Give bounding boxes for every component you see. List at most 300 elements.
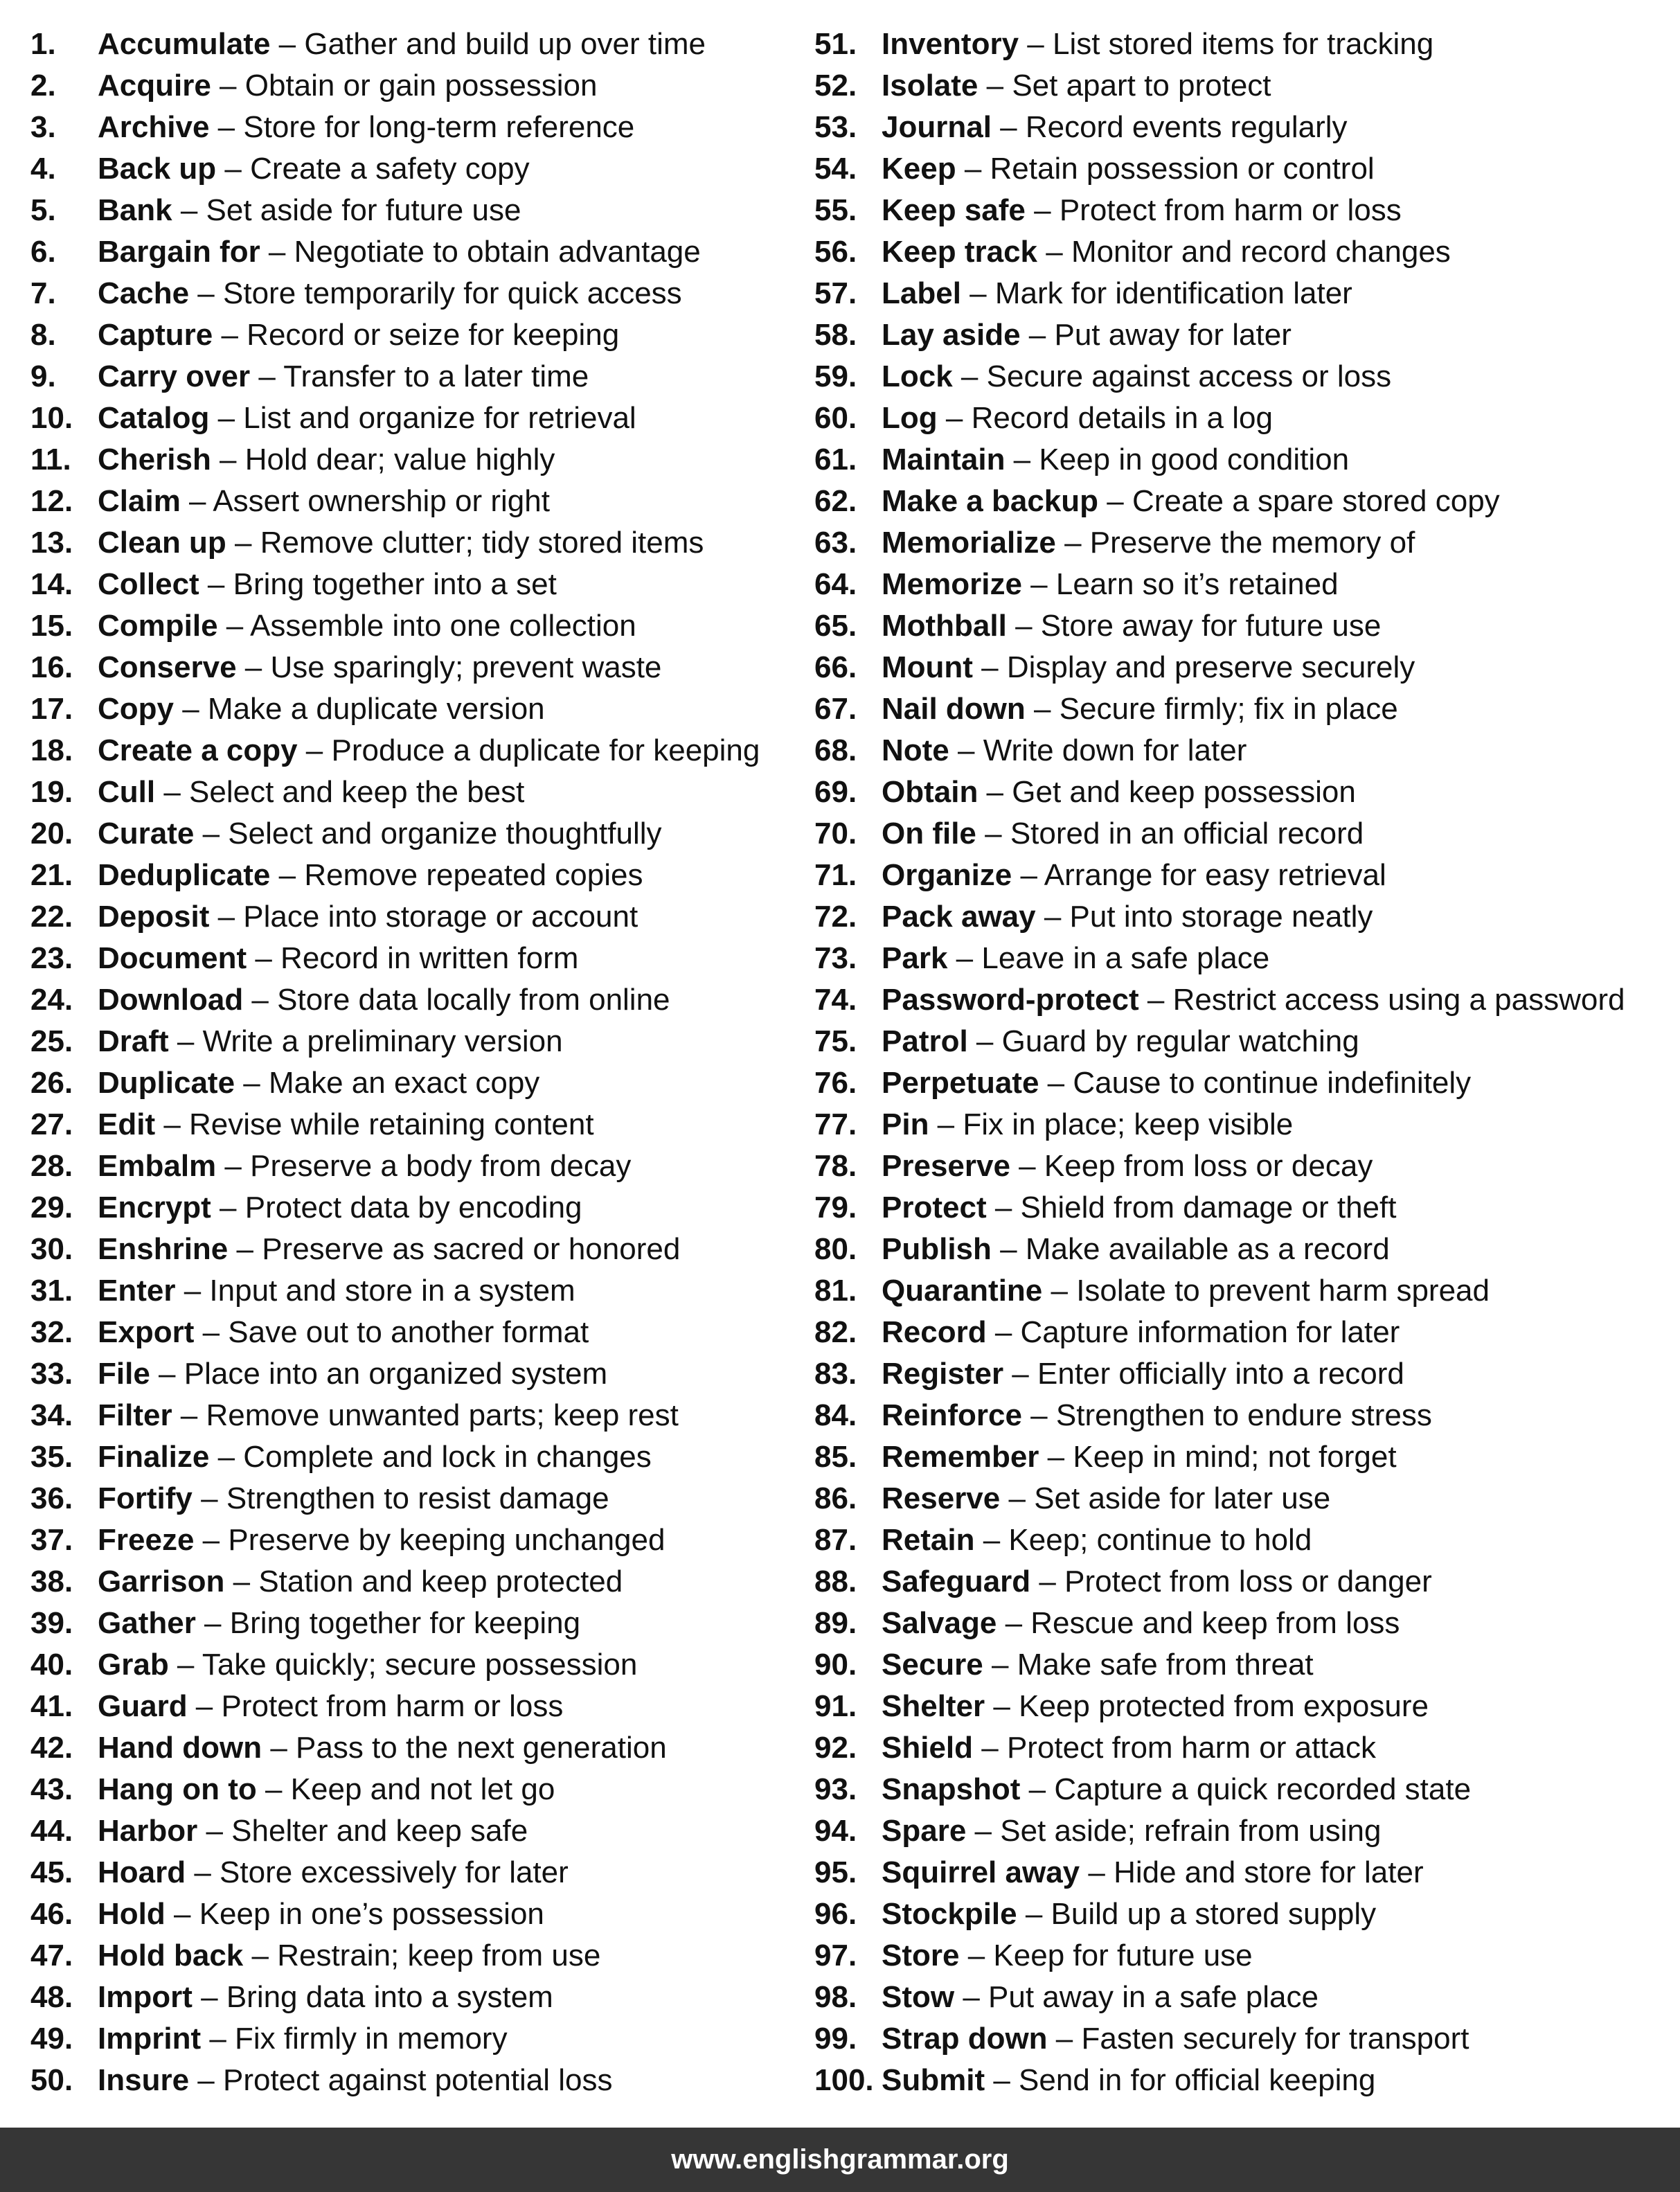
item-number: 95. xyxy=(814,1855,857,1889)
item-entry xyxy=(882,273,1352,314)
item-entry xyxy=(882,1146,1373,1187)
item-entry xyxy=(882,1395,1432,1436)
item-separator: – xyxy=(949,733,983,767)
item-separator: – xyxy=(966,1814,1001,1848)
item-number: 37. xyxy=(30,1523,73,1557)
item-number: 85. xyxy=(814,1440,857,1474)
item-definition: Select and keep the best xyxy=(189,775,525,809)
item-separator: – xyxy=(1047,2022,1082,2056)
item-entry xyxy=(98,1062,539,1104)
item-term: Pack away xyxy=(882,900,1036,934)
item-entry xyxy=(98,398,636,439)
item-term: Cache xyxy=(98,276,190,310)
item-definition: Obtain or gain possession xyxy=(244,69,598,103)
item-number: 64. xyxy=(814,567,857,601)
item-term: Password-protect xyxy=(882,983,1139,1017)
item-definition: Set aside for later use xyxy=(1034,1481,1331,1515)
item-number: 96. xyxy=(814,1897,857,1931)
item-definition: Preserve the memory of xyxy=(1089,526,1415,560)
item-definition: Keep for future use xyxy=(993,1939,1253,1972)
item-separator: – xyxy=(209,401,244,435)
item-entry xyxy=(882,398,1273,439)
item-definition: Create a safety copy xyxy=(250,152,530,186)
item-number: 57. xyxy=(814,276,857,310)
item-number: 56. xyxy=(814,235,857,269)
item-entry xyxy=(98,1146,631,1187)
item-entry xyxy=(882,1187,1396,1229)
item-definition: Restrain; keep from use xyxy=(277,1939,601,1972)
item-separator: – xyxy=(1020,1772,1055,1806)
item-definition: Make available as a record xyxy=(1025,1232,1390,1266)
item-term: Keep safe xyxy=(882,193,1026,227)
item-term: Strap down xyxy=(882,2022,1048,2056)
item-number: 65. xyxy=(814,609,857,643)
item-separator: – xyxy=(1025,692,1060,726)
item-term: Harbor xyxy=(98,1814,198,1848)
item-separator: – xyxy=(211,69,245,103)
item-number: 61. xyxy=(814,443,857,476)
item-entry xyxy=(882,1603,1400,1644)
item-number: 44. xyxy=(30,1814,73,1848)
item-number: 23. xyxy=(30,941,73,975)
item-definition: Capture information for later xyxy=(1020,1315,1400,1349)
item-number: 69. xyxy=(814,775,857,809)
item-definition: Put away in a safe place xyxy=(988,1980,1319,2014)
item-separator: – xyxy=(189,2063,223,2097)
item-definition: Use sparingly; prevent waste xyxy=(270,650,662,684)
item-number: 26. xyxy=(30,1066,73,1100)
footer-bar xyxy=(0,2128,1680,2192)
item-separator: – xyxy=(1138,983,1173,1017)
item-number: 75. xyxy=(814,1024,857,1058)
item-separator: – xyxy=(1000,1481,1035,1515)
item-definition: Preserve as sacred or honored xyxy=(262,1232,681,1266)
item-definition: Store temporarily for quick access xyxy=(223,276,682,310)
item-entry xyxy=(98,190,521,231)
item-term: Catalog xyxy=(98,401,210,435)
item-term: Accumulate xyxy=(98,27,271,61)
item-definition: Strengthen to resist damage xyxy=(226,1481,609,1515)
item-term: Spare xyxy=(882,1814,967,1848)
item-definition: Hide and store for later xyxy=(1114,1855,1424,1889)
item-separator: – xyxy=(260,235,294,269)
item-separator: – xyxy=(174,692,208,726)
item-definition: Keep in one’s possession xyxy=(199,1897,544,1931)
item-definition: Stored in an official record xyxy=(1010,817,1364,850)
item-entry xyxy=(882,190,1402,231)
item-term: Freeze xyxy=(98,1523,195,1557)
item-separator: – xyxy=(1020,318,1055,352)
item-number: 67. xyxy=(814,692,857,726)
item-number: 11. xyxy=(30,443,71,476)
item-term: Record xyxy=(882,1315,987,1349)
item-number: 24. xyxy=(30,983,73,1017)
item-term: Obtain xyxy=(882,775,978,809)
item-definition: Save out to another format xyxy=(228,1315,589,1349)
item-entry xyxy=(98,231,701,273)
item-separator: – xyxy=(199,567,233,601)
item-number: 88. xyxy=(814,1565,857,1598)
item-separator: – xyxy=(1021,567,1056,601)
item-entry xyxy=(98,1977,553,2018)
item-term: Deposit xyxy=(98,900,210,934)
item-number: 59. xyxy=(814,359,857,393)
item-number: 94. xyxy=(814,1814,857,1848)
item-number: 92. xyxy=(814,1731,857,1765)
item-definition: Hold dear; value highly xyxy=(244,443,555,476)
item-definition: Cause to continue indefinitely xyxy=(1073,1066,1472,1100)
item-number: 8. xyxy=(30,318,56,352)
item-definition: Gather and build up over time xyxy=(304,27,706,61)
item-separator: – xyxy=(155,1107,190,1141)
item-term: Curate xyxy=(98,817,195,850)
item-number: 43. xyxy=(30,1772,73,1806)
item-separator: – xyxy=(197,1814,232,1848)
item-separator: – xyxy=(155,775,190,809)
item-definition: Protect from harm or loss xyxy=(1059,193,1402,227)
item-term: Clean up xyxy=(98,526,226,560)
item-term: Keep track xyxy=(882,235,1038,269)
item-separator: – xyxy=(297,733,332,767)
item-definition: Remove unwanted parts; keep rest xyxy=(206,1398,679,1432)
item-separator: – xyxy=(217,609,251,643)
item-term: Fortify xyxy=(98,1481,193,1515)
item-definition: Isolate to prevent harm spread xyxy=(1076,1274,1490,1308)
item-entry xyxy=(882,1686,1429,1727)
item-separator: – xyxy=(1042,1274,1077,1308)
item-definition: Store data locally from online xyxy=(277,983,670,1017)
item-term: Log xyxy=(882,401,938,435)
item-separator: – xyxy=(1025,193,1060,227)
item-separator: – xyxy=(1010,1149,1044,1183)
item-number: 99. xyxy=(814,2022,857,2056)
item-term: Hang on to xyxy=(98,1772,257,1806)
item-number: 82. xyxy=(814,1315,857,1349)
item-number: 33. xyxy=(30,1357,73,1391)
item-term: Download xyxy=(98,983,244,1017)
item-term: Guard xyxy=(98,1689,188,1723)
item-number: 100. xyxy=(814,2063,874,2097)
item-entry xyxy=(882,481,1500,522)
item-number: 29. xyxy=(30,1191,73,1224)
item-term: Park xyxy=(882,941,948,975)
item-definition: Bring data into a system xyxy=(226,1980,553,2014)
item-number: 6. xyxy=(30,235,56,269)
item-number: 62. xyxy=(814,484,857,518)
item-separator: – xyxy=(1005,443,1039,476)
item-entry xyxy=(882,439,1349,481)
item-term: Conserve xyxy=(98,650,237,684)
item-term: Carry over xyxy=(98,359,251,393)
item-term: Remember xyxy=(882,1440,1039,1474)
item-separator: – xyxy=(986,1315,1021,1349)
item-number: 22. xyxy=(30,900,73,934)
item-separator: – xyxy=(236,650,271,684)
item-separator: – xyxy=(991,1232,1026,1266)
item-separator: – xyxy=(243,983,278,1017)
item-number: 32. xyxy=(30,1315,73,1349)
item-definition: Retain possession or control xyxy=(990,152,1375,186)
item-term: Bank xyxy=(98,193,172,227)
item-entry xyxy=(98,24,706,65)
item-separator: – xyxy=(960,276,995,310)
item-term: Hoard xyxy=(98,1855,186,1889)
item-entry xyxy=(882,855,1386,896)
item-number: 80. xyxy=(814,1232,857,1266)
item-number: 72. xyxy=(814,900,857,934)
item-entry xyxy=(98,813,662,855)
item-entry xyxy=(98,1187,582,1229)
item-number: 47. xyxy=(30,1939,73,1972)
item-separator: – xyxy=(997,1606,1031,1640)
item-entry xyxy=(882,938,1269,979)
item-entry xyxy=(98,647,661,688)
item-term: Gather xyxy=(98,1606,196,1640)
item-term: Bargain for xyxy=(98,235,260,269)
item-term: Inventory xyxy=(882,27,1019,61)
item-separator: – xyxy=(1080,1855,1114,1889)
item-separator: – xyxy=(172,1398,206,1432)
item-separator: – xyxy=(1030,1565,1065,1598)
item-entry xyxy=(882,24,1433,65)
item-entry xyxy=(882,1270,1490,1312)
item-definition: Remove clutter; tidy stored items xyxy=(260,526,704,560)
item-definition: Learn so it’s retained xyxy=(1055,567,1339,601)
item-entry xyxy=(882,688,1398,730)
item-entry xyxy=(882,1021,1359,1062)
item-separator: – xyxy=(224,1565,259,1598)
item-number: 42. xyxy=(30,1731,73,1765)
item-term: Copy xyxy=(98,692,174,726)
item-definition: Secure against access or loss xyxy=(986,359,1392,393)
item-number: 78. xyxy=(814,1149,857,1183)
item-entry xyxy=(98,896,638,938)
item-entry xyxy=(882,1977,1319,2018)
item-definition: Put away for later xyxy=(1054,318,1292,352)
item-number: 21. xyxy=(30,858,73,892)
item-term: Register xyxy=(882,1357,1004,1391)
item-number: 86. xyxy=(814,1481,857,1515)
item-entry xyxy=(98,1561,623,1603)
item-number: 60. xyxy=(814,401,857,435)
item-entry xyxy=(98,2060,613,2101)
item-term: Salvage xyxy=(882,1606,997,1640)
item-entry xyxy=(98,1852,569,1894)
item-entry xyxy=(882,1436,1397,1478)
item-entry xyxy=(98,564,557,605)
item-definition: Input and store in a system xyxy=(209,1274,575,1308)
item-definition: Preserve by keeping unchanged xyxy=(228,1523,665,1557)
item-number: 38. xyxy=(30,1565,73,1598)
item-entry xyxy=(882,564,1339,605)
item-number: 52. xyxy=(814,69,857,103)
item-separator: – xyxy=(985,2063,1019,2097)
item-definition: Store excessively for later xyxy=(220,1855,569,1889)
item-term: Finalize xyxy=(98,1440,210,1474)
item-definition: Keep in good condition xyxy=(1039,443,1350,476)
item-separator: – xyxy=(209,110,244,144)
item-number: 19. xyxy=(30,775,73,809)
item-term: Store xyxy=(882,1939,960,1972)
item-definition: Bring together for keeping xyxy=(229,1606,581,1640)
item-entry xyxy=(882,772,1356,813)
item-term: Enshrine xyxy=(98,1232,229,1266)
item-number: 81. xyxy=(814,1274,857,1308)
item-separator: – xyxy=(1019,27,1053,61)
item-term: Acquire xyxy=(98,69,211,103)
item-number: 58. xyxy=(814,318,857,352)
item-number: 39. xyxy=(30,1606,73,1640)
item-term: Claim xyxy=(98,484,181,518)
item-entry xyxy=(882,1894,1376,1935)
item-separator: – xyxy=(213,318,247,352)
item-entry xyxy=(882,1935,1253,1977)
item-definition: Send in for official keeping xyxy=(1019,2063,1376,2097)
item-number: 12. xyxy=(30,484,73,518)
item-number: 63. xyxy=(814,526,857,560)
item-number: 40. xyxy=(30,1648,73,1682)
item-definition: Secure firmly; fix in place xyxy=(1059,692,1398,726)
item-number: 25. xyxy=(30,1024,73,1058)
item-definition: Record or seize for keeping xyxy=(247,318,620,352)
item-entry xyxy=(98,148,530,190)
item-definition: List stored items for tracking xyxy=(1052,27,1434,61)
item-separator: – xyxy=(991,110,1026,144)
item-number: 70. xyxy=(814,817,857,850)
item-definition: Monitor and record changes xyxy=(1071,235,1451,269)
item-separator: – xyxy=(201,2022,235,2056)
item-entry xyxy=(98,855,643,896)
item-separator: – xyxy=(192,1481,226,1515)
item-term: Pin xyxy=(882,1107,929,1141)
item-definition: Place into an organized system xyxy=(184,1357,608,1391)
item-term: Label xyxy=(882,276,961,310)
item-entry xyxy=(98,1436,652,1478)
item-definition: Assert ownership or right xyxy=(213,484,550,518)
item-term: Make a backup xyxy=(882,484,1099,518)
item-separator: – xyxy=(967,1024,1002,1058)
item-entry xyxy=(98,65,598,107)
item-entry xyxy=(882,730,1246,772)
item-number: 5. xyxy=(30,193,56,227)
item-number: 76. xyxy=(814,1066,857,1100)
item-separator: – xyxy=(209,1440,244,1474)
item-separator: – xyxy=(1003,1357,1037,1391)
item-number: 35. xyxy=(30,1440,73,1474)
item-term: Cull xyxy=(98,775,156,809)
item-number: 18. xyxy=(30,733,73,767)
item-number: 98. xyxy=(814,1980,857,2014)
item-separator: – xyxy=(954,1980,989,2014)
item-definition: Fasten securely for transport xyxy=(1081,2022,1469,2056)
item-entry xyxy=(882,314,1292,356)
item-entry xyxy=(882,813,1364,855)
item-term: Capture xyxy=(98,318,213,352)
item-definition: Store away for future use xyxy=(1040,609,1382,643)
item-number: 17. xyxy=(30,692,73,726)
item-term: Keep xyxy=(882,152,956,186)
item-entry xyxy=(882,1520,1312,1561)
item-definition: Fix firmly in memory xyxy=(235,2022,508,2056)
item-separator: – xyxy=(929,1107,963,1141)
item-term: Hold xyxy=(98,1897,166,1931)
item-entry xyxy=(882,1062,1471,1104)
item-term: Nail down xyxy=(882,692,1026,726)
item-separator: – xyxy=(952,359,987,393)
item-term: Journal xyxy=(882,110,992,144)
item-term: Preserve xyxy=(882,1149,1010,1183)
item-definition: Protect from harm or attack xyxy=(1006,1731,1377,1765)
item-separator: – xyxy=(1098,484,1132,518)
item-definition: Complete and lock in changes xyxy=(243,1440,652,1474)
item-term: Hand down xyxy=(98,1731,262,1765)
item-number: 15. xyxy=(30,609,73,643)
item-term: Shelter xyxy=(882,1689,985,1723)
item-separator: – xyxy=(978,69,1012,103)
item-number: 31. xyxy=(30,1274,73,1308)
item-entry xyxy=(882,107,1348,148)
footer-website-url: www.englishgrammar.org xyxy=(671,2144,1009,2175)
item-definition: Place into storage or account xyxy=(243,900,638,934)
item-entry xyxy=(882,148,1375,190)
item-term: Insure xyxy=(98,2063,190,2097)
item-definition: List and organize for retrieval xyxy=(243,401,636,435)
item-definition: Keep; continue to hold xyxy=(1008,1523,1312,1557)
item-entry xyxy=(882,896,1373,938)
item-definition: Rescue and keep from loss xyxy=(1030,1606,1400,1640)
item-separator: – xyxy=(216,1149,251,1183)
item-entry xyxy=(98,772,524,813)
item-separator: – xyxy=(172,193,206,227)
item-term: Grab xyxy=(98,1648,169,1682)
item-number: 84. xyxy=(814,1398,857,1432)
item-entry xyxy=(98,1644,637,1686)
item-entry xyxy=(882,647,1415,688)
item-entry xyxy=(98,1312,589,1353)
item-separator: – xyxy=(972,650,1007,684)
item-definition: Mark for identification later xyxy=(994,276,1352,310)
item-entry xyxy=(98,1810,528,1852)
item-definition: Display and preserve securely xyxy=(1006,650,1415,684)
item-entry xyxy=(882,1810,1381,1852)
item-term: Imprint xyxy=(98,2022,202,2056)
item-entry xyxy=(882,1104,1293,1146)
item-number: 93. xyxy=(814,1772,857,1806)
item-number: 46. xyxy=(30,1897,73,1931)
item-definition: Transfer to a later time xyxy=(283,359,589,393)
item-entry xyxy=(882,1312,1400,1353)
item-entry xyxy=(98,688,545,730)
item-separator: – xyxy=(194,1315,229,1349)
item-definition: Capture a quick recorded state xyxy=(1054,1772,1472,1806)
item-entry xyxy=(882,2018,1469,2060)
item-number: 9. xyxy=(30,359,56,393)
item-term: Embalm xyxy=(98,1149,217,1183)
item-entry xyxy=(98,1686,563,1727)
item-separator: – xyxy=(250,359,284,393)
item-separator: – xyxy=(187,1689,222,1723)
item-separator: – xyxy=(978,775,1012,809)
item-separator: – xyxy=(1021,1398,1056,1432)
item-term: Compile xyxy=(98,609,218,643)
item-number: 54. xyxy=(814,152,857,186)
item-entry xyxy=(882,231,1451,273)
item-number: 51. xyxy=(814,27,857,61)
item-term: Edit xyxy=(98,1107,156,1141)
item-definition: Keep from loss or decay xyxy=(1044,1149,1373,1183)
item-separator: – xyxy=(983,1648,1017,1682)
item-entry xyxy=(98,1520,665,1561)
